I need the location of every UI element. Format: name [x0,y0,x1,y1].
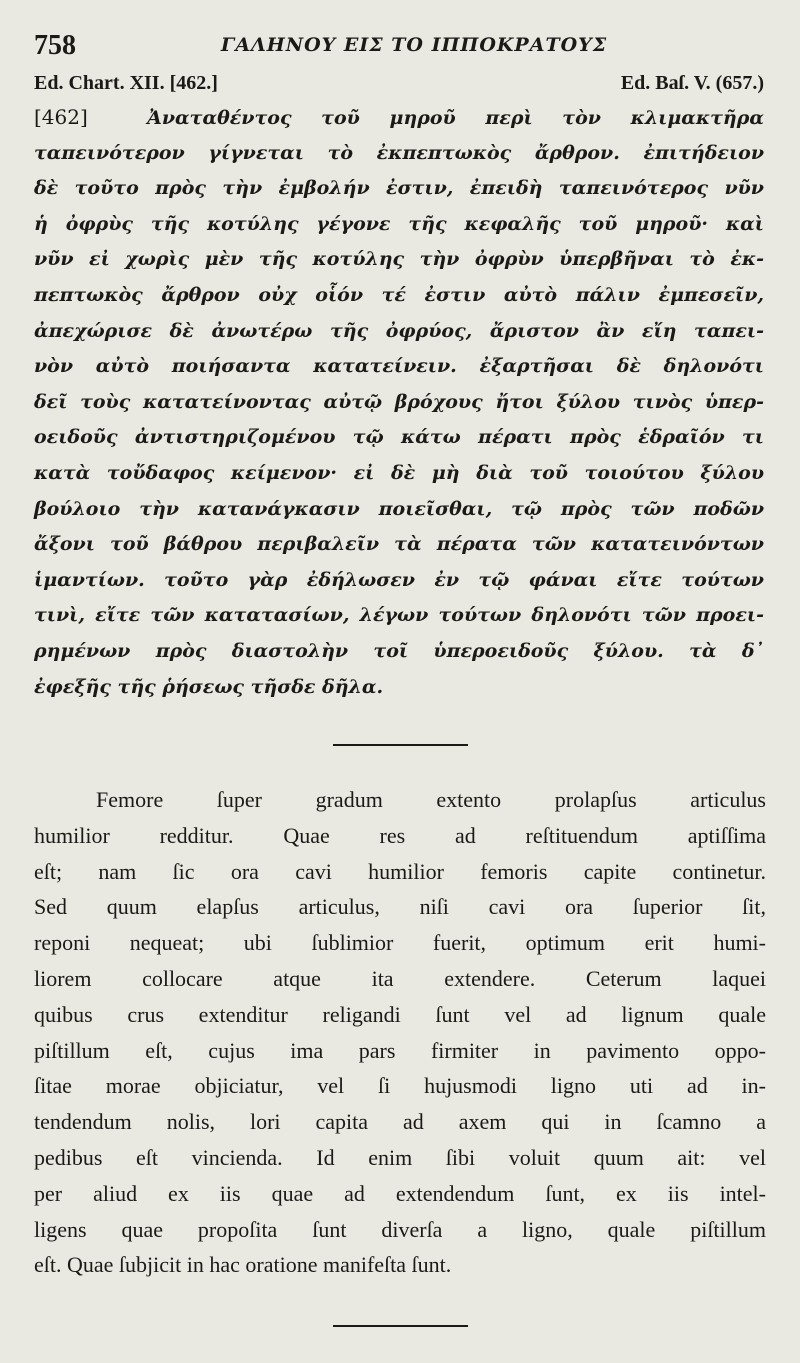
greek-line: ἄξονι τοῦ βάθρου περιβαλεῖν τὰ πέρατα τῶν κατατεινόντων [34,533,764,556]
latin-line: pedibus eſt vincienda. Id enim ſibi voluit quum ait: vel [34,1144,766,1170]
greek-line: πεπτωκὸς ἄρθρον οὐχ οἷόν τέ ἐστιν αὐτὸ πάλιν ἐμπεσεῖν, [34,283,764,306]
latin-translation [34,782,766,1283]
latin-line: eſt; nam ſic ora cavi humilior femoris capite continetur. [34,858,766,884]
latin-line: Sed quum elapſus articulus, niſi cavi ora ſuperior ſit, [34,894,766,920]
section-divider [333,744,468,746]
greek-line: ἡ ὀφρὺς τῆς κοτύλης γέγονε τῆς κεφαλῆς τοῦ μηροῦ· καὶ [34,212,764,235]
greek-line: τινὶ, εἴτε τῶν κατατασίων, λέγων τούτων δηλονότι τῶν προει- [34,604,764,627]
page-number: 758 [34,30,76,61]
section-divider [333,1325,468,1327]
latin-line: tendendum nolis, lori capita ad axem qui in ſcamno a [34,1109,766,1135]
greek-line: ἱμαντίων. τοῦτο γὰρ ἐδήλωσεν ἐν τῷ φάναι εἴτε τούτων [34,568,764,591]
greek-line: ρημένων πρὸς διαστολὴν τοῖ ὑπεροειδοῦς ξύλου. τὰ δ᾽ [34,639,764,662]
latin-line: piſtillum eſt, cujus ima pars firmiter in pavimento oppo- [34,1037,766,1063]
greek-line: δεῖ τοὺς κατατείνοντας αὐτῷ βρόχους ἤτοι ξύλου τινὸς ὑπερ- [34,390,764,413]
greek-line: δὲ τοῦτο πρὸς τὴν ἐμβολήν ἐστιν, ἐπειδὴ ταπεινότερος νῦν [34,177,764,200]
latin-line: eſt. Quae ſubjicit in hac oratione manifeſta ſunt. [34,1252,452,1278]
latin-line: humilior redditur. Quae res ad reſtituendum aptiſſima [34,822,766,848]
latin-line: per aliud ex iis quae ad extendendum ſunt, ex iis intel- [34,1180,766,1206]
greek-line: ἀπεχώρισε δὲ ἀνωτέρω τῆς ὀφρύος, ἄριστον ἂν εἴη ταπει- [34,319,764,342]
greek-line [34,100,764,136]
latin-line: liorem collocare atque ita extendere. Ceterum laquei [34,965,766,991]
latin-line: reponi nequeat; ubi ſublimior fuerit, optimum erit humi- [34,930,766,956]
page-marker: [462] [34,105,88,129]
greek-line: νῦν εἰ χωρὶς μὲν τῆς κοτύλης τὴν ὀφρὺν ὑπερβῆναι τὸ ἐκ- [34,248,764,271]
greek-line: νὸν αὐτὸ ποιήσαντα κατατείνειν. ἐξαρτῆσαι δὲ δηλονότι [34,355,764,378]
edition-references [34,72,764,98]
edition-chartier: Ed. Chart. XII. [462.] [34,72,218,94]
running-head [34,30,774,66]
latin-line: Femore ſuper gradum extento prolapſus articulus [96,787,766,812]
greek-line: ἐφεξῆς τῆς ῥήσεως τῆσδε δῆλα. [34,675,384,698]
greek-line: βούλοιο τὴν κατανάγκασιν ποιεῖσθαι, τῷ πρὸς τῶν ποδῶν [34,497,764,520]
edition-basel: Ed. Baſ. V. (657.) [620,72,764,94]
greek-line: οειδοῦς ἀντιστηριζομένου τῷ κάτω πέρατι πρὸς ἑδραῖόν τι [34,426,764,449]
latin-line: quibus crus extenditur religandi ſunt vel ad lignum quale [34,1001,766,1027]
greek-line: κατὰ τοὔδαφος κείμενον· εἰ δὲ μὴ διὰ τοῦ τοιούτου ξύλου [34,461,764,484]
greek-line-text: Ἀναταθέντος τοῦ μηροῦ περὶ τὸν κλιμακτῆρα [147,107,764,129]
greek-line: ταπεινότερον γίγνεται τὸ ἐκπεπτωκὸς ἄρθρον. ἐπιτήδειον [34,141,764,164]
latin-line: ſitae morae objiciatur, vel ſi hujusmodi ligno uti ad in- [34,1073,766,1099]
latin-line: ligens quae propoſita ſunt diverſa a ligno, quale piſtillum [34,1216,766,1242]
running-title: ΓΑΛΗΝΟΥ ΕΙΣ ΤΟ ΙΠΠΟΚΡΑΤΟΥΣ [220,34,608,56]
greek-text [34,100,764,705]
